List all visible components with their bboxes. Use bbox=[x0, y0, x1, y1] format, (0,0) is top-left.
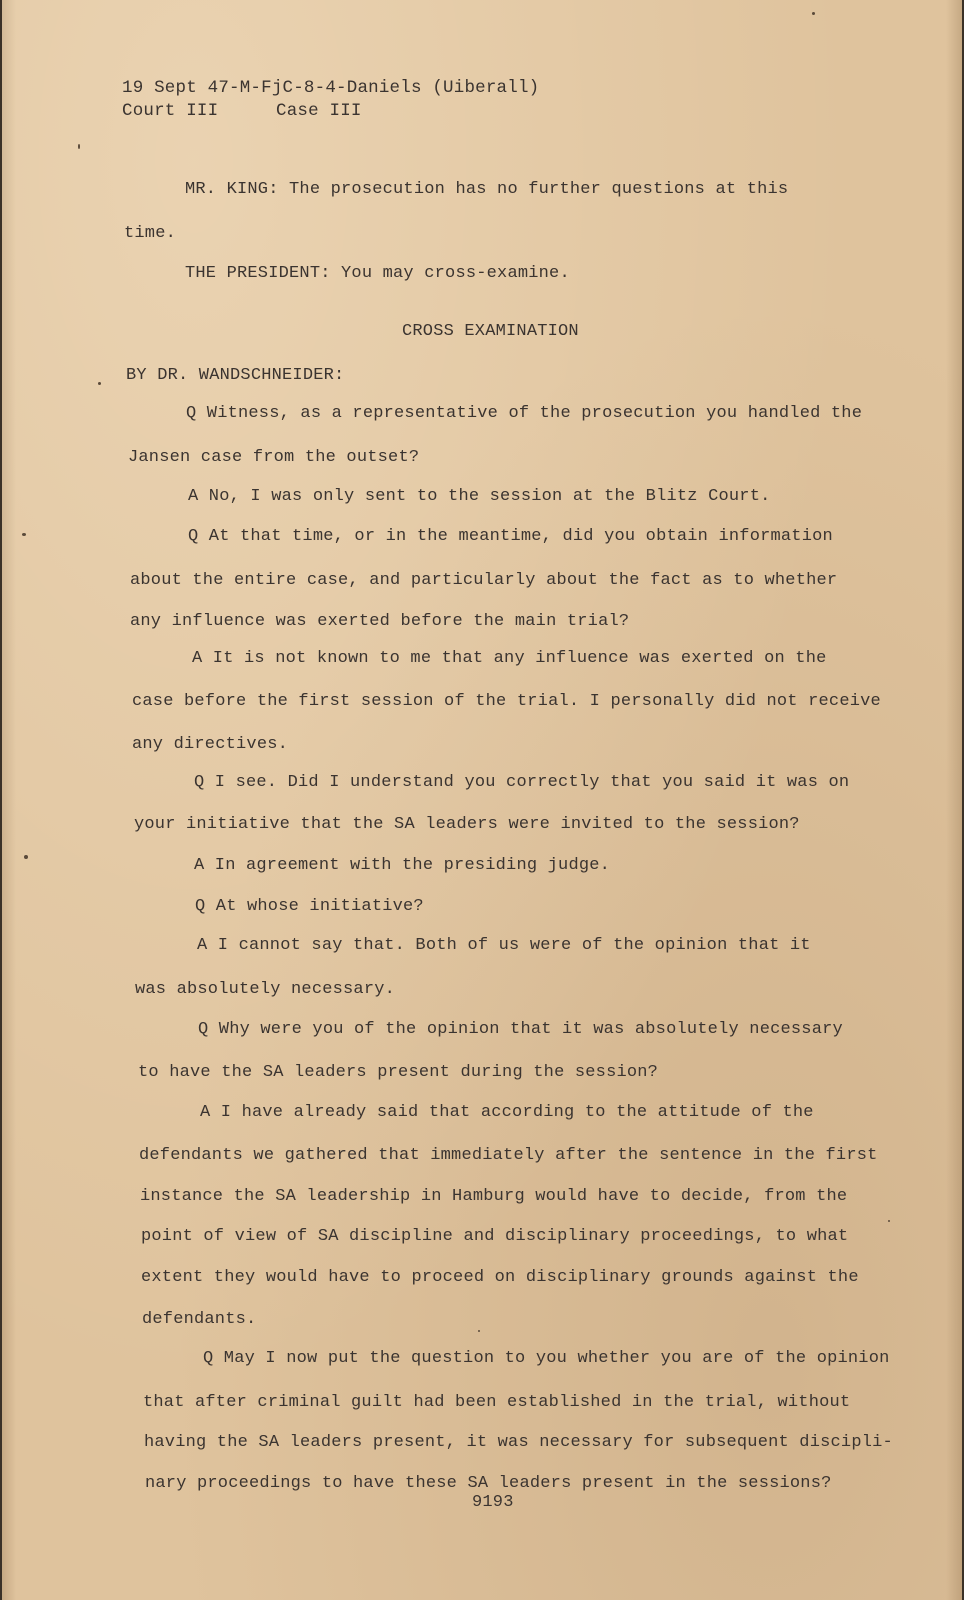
paper-speck bbox=[812, 12, 815, 15]
transcript-line: having the SA leaders present, it was necessary for subsequent discipli- bbox=[144, 1433, 893, 1452]
question-line: Q I see. Did I understand you correctly that you said it was on bbox=[194, 773, 850, 792]
transcript-line: MR. KING: The prosecution has no further questions at this bbox=[185, 180, 789, 199]
answer-line: A I have already said that according to the attitude of the bbox=[200, 1103, 814, 1122]
transcript-line: extent they would have to proceed on disciplinary grounds against the bbox=[141, 1268, 859, 1287]
header-court: Court III bbox=[122, 101, 219, 121]
header-case: Case III bbox=[276, 101, 362, 121]
typescript-page bbox=[2, 0, 962, 1600]
transcript-line: defendants we gathered that immediately after the sentence in the first bbox=[139, 1146, 878, 1165]
page-number: 9193 bbox=[472, 1493, 514, 1512]
answer-line: A It is not known to me that any influence was exerted on the bbox=[192, 649, 827, 668]
transcript-line: that after criminal guilt had been established in the trial, without bbox=[143, 1393, 851, 1412]
header-reference: 19 Sept 47-M-FjC-8-4-Daniels (Uiberall) bbox=[122, 78, 540, 98]
question-line: Q At that time, or in the meantime, did you obtain information bbox=[188, 527, 833, 546]
paper-speck bbox=[888, 1220, 890, 1222]
transcript-line: defendants. bbox=[142, 1310, 257, 1329]
transcript-line: THE PRESIDENT: You may cross-examine. bbox=[185, 264, 570, 283]
question-line: Q Witness, as a representative of the prosecution you handled the bbox=[186, 404, 863, 423]
transcript-line: nary proceedings to have these SA leaders present in the sessions? bbox=[145, 1474, 832, 1493]
paper-speck bbox=[24, 855, 28, 859]
answer-line: A In agreement with the presiding judge. bbox=[194, 856, 611, 875]
examiner-line: BY DR. WANDSCHNEIDER: bbox=[126, 366, 345, 385]
transcript-line: Jansen case from the outset? bbox=[128, 448, 420, 467]
transcript-line: instance the SA leadership in Hamburg would have to decide, from the bbox=[140, 1187, 848, 1206]
question-line: Q At whose initiative? bbox=[195, 897, 424, 916]
question-line: Q Why were you of the opinion that it was absolutely necessary bbox=[198, 1020, 843, 1039]
transcript-line: to have the SA leaders present during the session? bbox=[138, 1063, 659, 1082]
transcript-line: point of view of SA discipline and disciplinary proceedings, to what bbox=[141, 1227, 849, 1246]
answer-line: A No, I was only sent to the session at the Blitz Court. bbox=[188, 487, 771, 506]
paper-speck bbox=[478, 1330, 480, 1332]
answer-line: A I cannot say that. Both of us were of the opinion that it bbox=[197, 936, 811, 955]
transcript-line: about the entire case, and particularly about the fact as to whether bbox=[130, 571, 838, 590]
transcript-line: any directives. bbox=[132, 735, 289, 754]
transcript-line: was absolutely necessary. bbox=[135, 980, 396, 999]
section-heading: CROSS EXAMINATION bbox=[402, 322, 579, 341]
transcript-line: any influence was exerted before the main trial? bbox=[130, 612, 630, 631]
transcript-line: your initiative that the SA leaders were invited to the session? bbox=[134, 815, 800, 834]
question-line: Q May I now put the question to you whether you are of the opinion bbox=[203, 1349, 890, 1368]
transcript-line: time. bbox=[124, 224, 177, 243]
transcript-line: case before the first session of the trial. I personally did not receive bbox=[132, 692, 881, 711]
paper-speck bbox=[22, 533, 26, 536]
paper-speck bbox=[78, 144, 80, 149]
paper-speck bbox=[98, 382, 101, 385]
